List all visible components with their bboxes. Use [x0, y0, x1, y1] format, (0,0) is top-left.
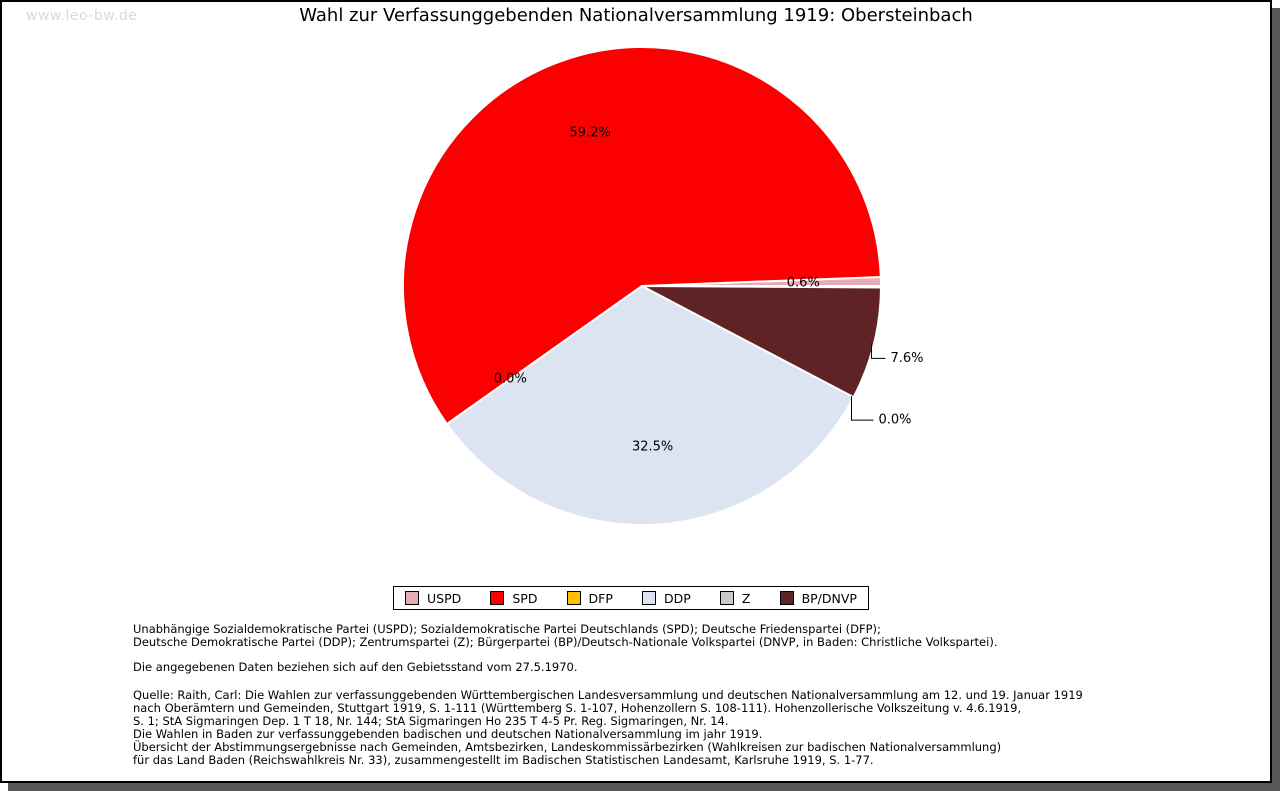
source-citation-line: S. 1; StA Sigmaringen Dep. 1 T 18, Nr. 144; StA Sigmaringen Ho 235 T 4-5 Pr. Reg. Sigmaringen, Nr. 14.: [133, 714, 729, 728]
territorial-note: [133, 661, 578, 674]
source-citation-line: nach Oberämtern und Gemeinden, Stuttgart 1919, S. 1-111 (Württemberg S. 1-107, Hohenzollern S. 108-111). Hohenzollerische Volkszeitung v. 4.6.1919,: [133, 701, 1022, 715]
pie-label-USPD: 0.6%: [786, 275, 820, 291]
legend-label: SPD: [512, 590, 538, 606]
legend-swatch-BP-DNVP: [780, 591, 794, 605]
legend-swatch-USPD: [405, 591, 419, 605]
legend-label: DFP: [588, 590, 613, 606]
legend-swatch-DFP: [567, 591, 581, 605]
territorial-note-text: Die angegebenen Daten beziehen sich auf den Gebietsstand vom 27.5.1970.: [133, 660, 578, 674]
pie-label-BP-DNVP: 7.6%: [890, 350, 924, 366]
legend-item-DDP: [642, 591, 691, 606]
pie-label-DFP: 0.0%: [493, 371, 527, 387]
legend-item-BP-DNVP: [780, 591, 857, 606]
legend-label: DDP: [664, 590, 691, 606]
source-citation-line: Quelle: Raith, Carl: Die Wahlen zur verfassunggebenden Württembergischen Landesversammlung und deutschen Nationalversammlung am 12. und 19. Januar 1919: [133, 688, 1083, 702]
source-citation-line: Übersicht der Abstimmungsergebnisse nach Gemeinden, Amtsbezirken, Landeskommissärbezirken (Wahlkreisen zur badischen Nationalversammlung): [133, 740, 1002, 754]
legend-swatch-DDP: [642, 591, 656, 605]
pie-label-callout-line: [852, 396, 874, 420]
legend-label: USPD: [427, 590, 462, 606]
legend-item-DFP: [567, 591, 613, 606]
legend-swatch-SPD: [490, 591, 504, 605]
pie-label-Z: 0.0%: [878, 412, 912, 428]
legend-item-USPD: [405, 591, 461, 606]
pie-label-SPD: 59.2%: [569, 125, 611, 141]
party-abbreviations-line: Deutsche Demokratische Partei (DDP); Zentrumspartei (Z); Bürgerpartei (BP)/Deutsch-Nationale Volkspartei (DNVP, in Baden: Christliche Volkspartei).: [133, 635, 998, 649]
chart-title: Wahl zur Verfassunggebenden Nationalversammlung 1919: Obersteinbach: [299, 5, 973, 26]
legend-label: Z: [741, 590, 751, 606]
legend-swatch-Z: [720, 591, 734, 605]
pie-label-DDP: 32.5%: [631, 439, 674, 455]
party-abbreviations-line: Unabhängige Sozialdemokratische Partei (USPD); Sozialdemokratische Partei Deutschlands (SPD); Deutsche Friedenspartei (DFP);: [133, 622, 881, 636]
watermark: www.leo-bw.de: [26, 8, 138, 24]
legend-label: BP/DNVP: [801, 590, 857, 606]
source-citation-line: für das Land Baden (Reichswahlkreis Nr. 33), zusammengestellt im Badischen Statistischen Landesamt, Karlsruhe 1919, S. 1-77.: [133, 753, 874, 767]
legend-item-Z: [720, 591, 751, 606]
source-citation-line: Die Wahlen in Baden zur verfassunggebenden badischen und deutschen Nationalversammlung im jahr 1919.: [133, 727, 763, 741]
legend: [393, 586, 869, 610]
source-citation: [133, 689, 1083, 767]
legend-item-SPD: [490, 591, 537, 606]
party-abbreviations-note: [133, 623, 997, 649]
